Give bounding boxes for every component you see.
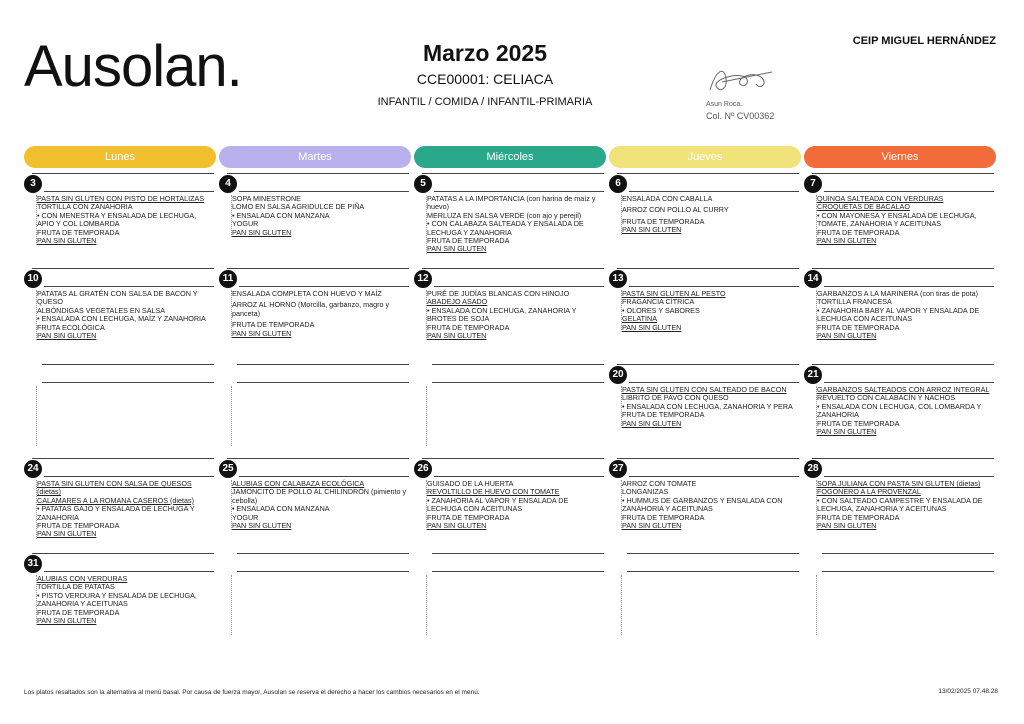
dish-item: PAN SIN GLUTEN bbox=[622, 225, 682, 235]
dish-item: YOGUR bbox=[232, 512, 259, 522]
dish-item: • CON MAYONESA Y ENSALADA DE LECHUGA, TOMATE, ZANAHORIA Y ACEITUNAS bbox=[817, 210, 977, 229]
dish-item: PAN SIN GLUTEN bbox=[622, 521, 682, 531]
cell-divider bbox=[824, 382, 994, 383]
dish-item: • ENSALADA CON LECHUGA, ZANAHORIA Y BROTES DE SOJA bbox=[427, 305, 577, 324]
cell-divider bbox=[32, 553, 214, 554]
cell-divider bbox=[32, 173, 214, 174]
dish-item: ENSALADA CON CABALLA bbox=[622, 194, 713, 203]
empty-cell-line bbox=[237, 364, 409, 365]
day-number: 31 bbox=[24, 555, 42, 573]
cell-divider bbox=[617, 364, 799, 365]
dish-item: • ENSALADA CON LECHUGA, MAÍZ Y ZANAHORIA bbox=[37, 314, 206, 324]
dish-item: FRUTA DE TEMPORADA bbox=[37, 607, 120, 617]
dish-list bbox=[426, 195, 604, 254]
day-number: 7 bbox=[804, 175, 822, 193]
menu-type: INFANTIL / COMIDA / INFANTIL-PRIMARIA bbox=[377, 96, 593, 108]
dish-item: GARBANZOS A LA MARINERA (con tiras de pota) bbox=[817, 289, 978, 298]
empty-cell-divider bbox=[231, 575, 232, 635]
day-number: 20 bbox=[609, 366, 627, 384]
dish-list bbox=[621, 480, 799, 530]
cell-divider bbox=[227, 173, 409, 174]
empty-cell-line bbox=[237, 382, 409, 383]
empty-cell-line bbox=[822, 571, 994, 572]
dish-item: • ZANAHORIA BABY AL VAPOR Y ENSALADA DE LECHUGA CON ACEITUNAS bbox=[817, 305, 980, 324]
cell-divider bbox=[629, 382, 799, 383]
dish-list bbox=[816, 195, 994, 245]
cell-divider bbox=[422, 458, 604, 459]
empty-cell-divider bbox=[231, 386, 232, 446]
dish-item: PATATAS A LA IMPORTANCIA (con harina de maíz y huevo) bbox=[427, 194, 596, 212]
dish-item: PAN SIN GLUTEN bbox=[232, 328, 292, 338]
day-header-jueves: Jueves bbox=[609, 146, 801, 168]
print-timestamp: 13/02/2025 07.48.28 bbox=[938, 688, 998, 695]
cell-divider bbox=[422, 268, 604, 269]
dish-item: LIBRITO DE PAVO CON QUESO bbox=[622, 393, 729, 403]
dish-item: • CON CALABAZA SALTEADA Y ENSALADA DE LECHUGA Y ZANAHORIA bbox=[427, 219, 584, 237]
dish-item: PATATAS AL GRATÉN CON SALSA DE BACON Y QUESO bbox=[37, 289, 198, 307]
cell-divider bbox=[629, 476, 799, 477]
signature-name: Asun Roca. bbox=[706, 101, 743, 108]
dish-item: • ENSALADA CON MANZANA bbox=[232, 210, 330, 220]
dish-list bbox=[426, 480, 604, 530]
cell-divider bbox=[227, 458, 409, 459]
dish-item: ALUBIAS CON CALABAZA ECOLÓGICA bbox=[232, 479, 365, 488]
dish-item: FOGONERO A LA PROVENZAL bbox=[817, 487, 921, 497]
day-number: 14 bbox=[804, 270, 822, 288]
dish-item: FRUTA DE TEMPORADA bbox=[37, 521, 120, 531]
signature-icon bbox=[702, 60, 782, 100]
dish-item: • CON SALTEADO CAMPESTRE Y ENSALADA DE LECHUGA, ZANAHORIA Y ACEITUNAS bbox=[817, 495, 983, 514]
cell-divider bbox=[812, 173, 994, 174]
dish-list bbox=[816, 290, 994, 340]
empty-cell-line bbox=[627, 571, 799, 572]
dish-list bbox=[231, 480, 409, 530]
day-number: 6 bbox=[609, 175, 627, 193]
menu-code: CCE00001: CELIACA bbox=[416, 71, 554, 87]
cell-divider bbox=[434, 476, 604, 477]
dish-item: • OLORES Y SABORES bbox=[622, 305, 700, 315]
day-header-viernes: Viernes bbox=[804, 146, 996, 168]
dish-item: TORTILLA CON ZANAHORIA bbox=[37, 202, 133, 212]
empty-cell-line bbox=[432, 382, 604, 383]
dish-list bbox=[36, 480, 214, 539]
dish-item: QUINOA SALTEADA CON VERDURAS bbox=[817, 194, 944, 203]
dish-item: FRAGANCIA CÍTRICA bbox=[622, 297, 695, 307]
school-name: CEIP MIGUEL HERNÁNDEZ bbox=[852, 35, 996, 47]
dish-list bbox=[231, 195, 409, 237]
empty-cell-line bbox=[432, 571, 604, 572]
empty-cell-divider bbox=[36, 386, 37, 446]
day-number: 12 bbox=[414, 270, 432, 288]
empty-cell-line bbox=[237, 571, 409, 572]
dish-list bbox=[36, 575, 214, 625]
dish-item: TORTILLA FRANCESA bbox=[817, 297, 892, 307]
dish-list bbox=[816, 386, 994, 436]
dish-list bbox=[36, 290, 214, 340]
dish-item: PASTA SIN GLUTEN CON SALTEADO DE BACON bbox=[622, 385, 787, 394]
empty-cell-line bbox=[237, 553, 409, 554]
dish-item: MERLUZA EN SALSA VERDE (con ajo y perejil) bbox=[427, 210, 582, 220]
dish-item: • CON MENESTRA Y ENSALADA DE LECHUGA, APIO Y COL LOMBARDA bbox=[37, 210, 197, 229]
dish-list bbox=[231, 290, 409, 338]
day-number: 10 bbox=[24, 270, 42, 288]
dish-item: PASTA SIN GLUTEN CON PISTO DE HORTALIZAS bbox=[37, 194, 205, 203]
dish-item: PAN SIN GLUTEN bbox=[427, 244, 487, 254]
dish-item: FRUTA DE TEMPORADA bbox=[427, 512, 510, 522]
day-number: 27 bbox=[609, 460, 627, 478]
dish-item: FRUTA DE TEMPORADA bbox=[427, 322, 510, 332]
dish-item: PAN SIN GLUTEN bbox=[232, 521, 292, 531]
dish-item: GUISADO DE LA HUERTA bbox=[427, 479, 514, 488]
dish-list bbox=[621, 386, 799, 428]
weekday-header bbox=[24, 146, 996, 168]
dish-item: • ENSALADA CON MANZANA bbox=[232, 504, 330, 514]
dish-item: • PISTO VERDURA Y ENSALADA DE LECHUGA, ZANAHORIA Y ACEITUNAS bbox=[37, 590, 197, 609]
empty-cell-divider bbox=[816, 575, 817, 635]
day-number: 26 bbox=[414, 460, 432, 478]
dish-item: PAN SIN GLUTEN bbox=[37, 529, 97, 539]
empty-cell-line bbox=[432, 364, 604, 365]
dish-item: • PATATAS GAJO Y ENSALADA DE LECHUGA Y ZANAHORIA bbox=[37, 504, 195, 522]
dish-item: FRUTA ECOLÓGICA bbox=[37, 322, 105, 332]
dish-item: PAN SIN GLUTEN bbox=[427, 521, 487, 531]
day-header-miercoles: Miércoles bbox=[414, 146, 606, 168]
footer-note: Los platos resaltados son la alternativa al menú basal. Por causa de fuerza mayor, Ausolan se reserva el derecho a hacer los cambios necesarios en el menú. bbox=[24, 689, 480, 696]
dish-list bbox=[621, 290, 799, 332]
dish-item: FRUTA DE TEMPORADA bbox=[622, 410, 705, 420]
dish-item: SOPA MINESTRONE bbox=[232, 194, 301, 203]
empty-cell-line bbox=[42, 364, 214, 365]
day-number: 3 bbox=[24, 175, 42, 193]
day-number: 11 bbox=[219, 270, 237, 288]
cell-divider bbox=[239, 286, 409, 287]
dish-item: FRUTA DE TEMPORADA bbox=[622, 512, 705, 522]
dish-item: ARROZ CON POLLO AL CURRY bbox=[622, 205, 729, 215]
page-title: Marzo 2025 bbox=[422, 40, 547, 66]
dish-item: ARROZ CON TOMATE bbox=[622, 479, 697, 488]
empty-cell-line bbox=[627, 553, 799, 554]
cell-divider bbox=[812, 458, 994, 459]
dish-item: LOMO EN SALSA AGRIDULCE DE PIÑA bbox=[232, 202, 365, 212]
dish-item: SOPA JULIANA CON PASTA SIN GLUTEN (dietas) bbox=[817, 479, 981, 488]
cell-divider bbox=[824, 286, 994, 287]
day-number: 4 bbox=[219, 175, 237, 193]
dish-item: PAN SIN GLUTEN bbox=[817, 236, 877, 246]
cell-divider bbox=[239, 476, 409, 477]
dish-item: PAN SIN GLUTEN bbox=[427, 331, 487, 341]
day-number: 24 bbox=[24, 460, 42, 478]
cell-divider bbox=[617, 173, 799, 174]
cell-divider bbox=[617, 268, 799, 269]
empty-cell-line bbox=[42, 382, 214, 383]
dish-item: FRUTA DE TEMPORADA bbox=[622, 216, 705, 226]
dish-item: PAN SIN GLUTEN bbox=[37, 236, 97, 246]
cell-divider bbox=[617, 458, 799, 459]
dish-list bbox=[816, 480, 994, 530]
dish-item: FRUTA DE TEMPORADA bbox=[817, 418, 900, 428]
cell-divider bbox=[422, 173, 604, 174]
dish-item: PAN SIN GLUTEN bbox=[622, 418, 682, 428]
day-number: 21 bbox=[804, 366, 822, 384]
dish-list bbox=[36, 195, 214, 245]
empty-cell-line bbox=[432, 553, 604, 554]
dish-item: PAN SIN GLUTEN bbox=[37, 331, 97, 341]
dish-item: PASTA SIN GLUTEN CON SALSA DE QUESOS (dietas) bbox=[37, 479, 192, 497]
empty-cell-line bbox=[822, 553, 994, 554]
dish-item: FRUTA DE TEMPORADA bbox=[817, 512, 900, 522]
cell-divider bbox=[227, 268, 409, 269]
dish-item: PASTA SIN GLUTEN AL PESTO bbox=[622, 289, 726, 298]
dish-item: • ENSALADA CON LECHUGA, ZANAHORIA Y PERA bbox=[622, 401, 793, 411]
cell-divider bbox=[824, 191, 994, 192]
cell-divider bbox=[434, 286, 604, 287]
day-number: 5 bbox=[414, 175, 432, 193]
cell-divider bbox=[44, 286, 214, 287]
dish-item: FRUTA DE TEMPORADA bbox=[232, 320, 315, 330]
cell-divider bbox=[434, 191, 604, 192]
day-number: 13 bbox=[609, 270, 627, 288]
dish-list bbox=[426, 290, 604, 340]
day-header-lunes: Lunes bbox=[24, 146, 216, 168]
cell-divider bbox=[812, 268, 994, 269]
cell-divider bbox=[44, 191, 214, 192]
dish-item: • ENSALADA CON LECHUGA, COL LOMBARDA Y ZANAHORIA bbox=[817, 401, 982, 420]
cell-divider bbox=[824, 476, 994, 477]
dish-item: FRUTA DE TEMPORADA bbox=[37, 227, 120, 237]
dish-item: FRUTA DE TEMPORADA bbox=[817, 227, 900, 237]
dish-item: GARBANZOS SALTEADOS CON ARROZ INTEGRAL bbox=[817, 385, 990, 394]
dish-item: PAN SIN GLUTEN bbox=[817, 331, 877, 341]
cell-divider bbox=[32, 458, 214, 459]
dish-item: PAN SIN GLUTEN bbox=[817, 521, 877, 531]
dish-item: TORTILLA DE PATATAS bbox=[37, 582, 115, 592]
dish-item: REVUELTO CON CALABACÍN Y NACHOS bbox=[817, 393, 956, 403]
cell-divider bbox=[32, 268, 214, 269]
dish-item: PAN SIN GLUTEN bbox=[232, 227, 292, 237]
cell-divider bbox=[812, 364, 994, 365]
cell-divider bbox=[44, 476, 214, 477]
dish-item: CALAMARES A LA ROMANA CASEROS (dietas) bbox=[37, 495, 194, 505]
cell-divider bbox=[239, 191, 409, 192]
dish-item: FRUTA DE TEMPORADA bbox=[427, 236, 510, 246]
day-number: 25 bbox=[219, 460, 237, 478]
day-number: 28 bbox=[804, 460, 822, 478]
dish-item: ENSALADA COMPLETA CON HUEVO Y MAÍZ bbox=[232, 289, 382, 298]
dish-item: ABADEJO ASADO bbox=[427, 297, 488, 307]
ausolan-logo: Ausolan. bbox=[24, 34, 242, 99]
empty-cell-divider bbox=[426, 386, 427, 446]
dish-item: YOGUR bbox=[232, 219, 259, 229]
cell-divider bbox=[44, 571, 214, 572]
cell-divider bbox=[629, 286, 799, 287]
dish-item: ALBÓNDIGAS VEGETALES EN SALSA bbox=[37, 305, 166, 315]
dish-item: JAMONCITO DE POLLO AL CHILINDRÓN (pimiento y cebolla) bbox=[232, 487, 407, 505]
dish-item: ALUBIAS CON VERDURAS bbox=[37, 574, 128, 583]
dish-item: GELATINA bbox=[622, 314, 658, 324]
dish-item: PAN SIN GLUTEN bbox=[37, 616, 97, 626]
dish-item: PAN SIN GLUTEN bbox=[622, 322, 682, 332]
dish-item: CROQUETAS DE BACALAO bbox=[817, 202, 910, 212]
cell-divider bbox=[629, 191, 799, 192]
dish-item: ARROZ AL HORNO (Morcilla, garbanzo, magro y panceta) bbox=[232, 300, 390, 318]
dish-item: FRUTA DE TEMPORADA bbox=[817, 322, 900, 332]
empty-cell-divider bbox=[426, 575, 427, 635]
dish-item: REVOLTILLO DE HUEVO CON TOMATE bbox=[427, 487, 560, 497]
dish-item: PAN SIN GLUTEN bbox=[817, 427, 877, 437]
dish-item: • HUMMUS DE GARBANZOS Y ENSALADA CON ZANAHORIA Y ACEITUNAS bbox=[622, 495, 783, 514]
day-header-martes: Martes bbox=[219, 146, 411, 168]
dish-item: • ZANAHORIA AL VAPOR Y ENSALADA DE LECHUGA CON ACEITUNAS bbox=[427, 495, 569, 514]
signature-collegiate-number: Col. Nº CV00362 bbox=[706, 111, 775, 121]
empty-cell-divider bbox=[621, 575, 622, 635]
dish-item: LONGANIZAS bbox=[622, 487, 669, 497]
dish-list bbox=[621, 195, 799, 235]
dish-item: PURÉ DE JUDÍAS BLANCAS CON HINOJO bbox=[427, 289, 570, 298]
